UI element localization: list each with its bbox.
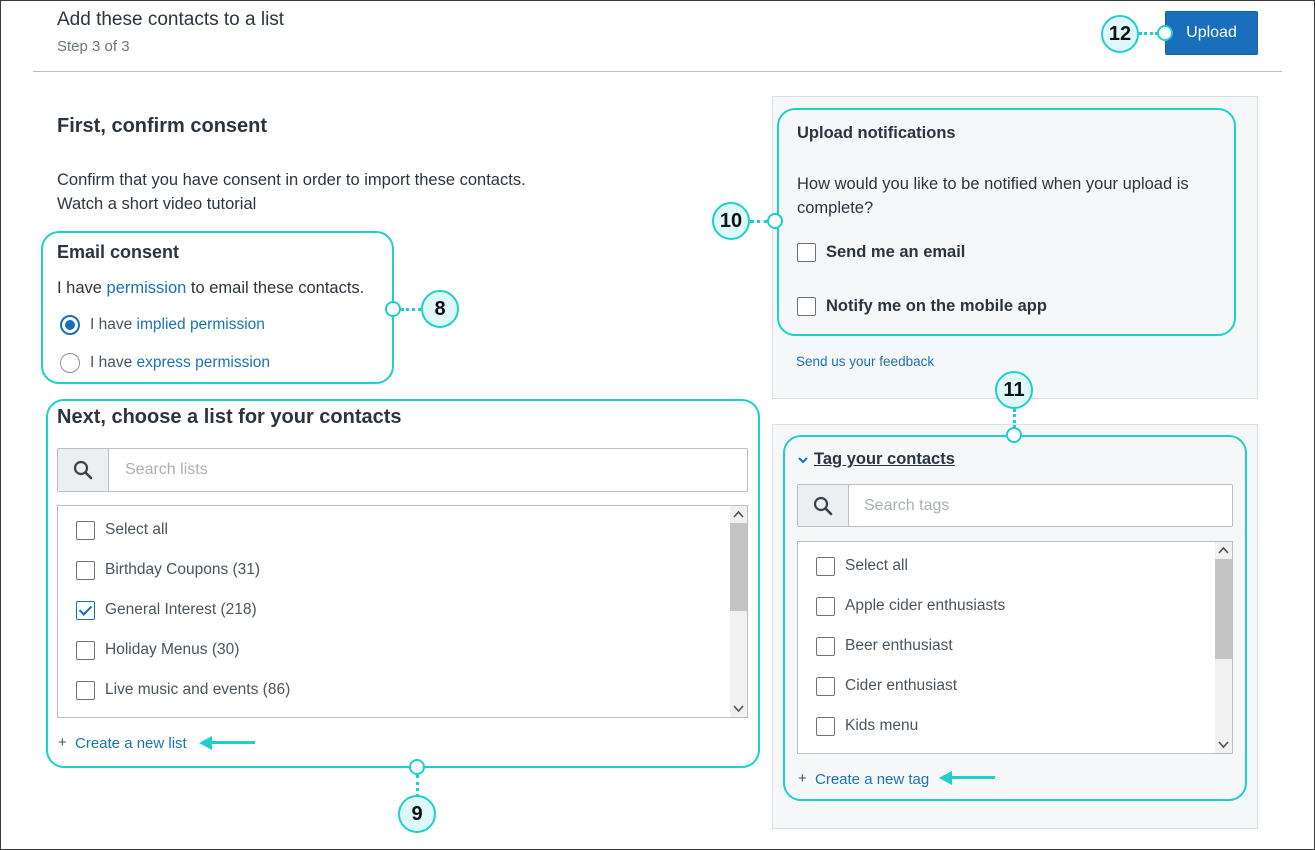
list-item: Beer enthusiast (845, 637, 953, 654)
callout-connector (1013, 409, 1016, 428)
callout-dot (385, 301, 401, 317)
list-checkbox-live-music[interactable] (76, 681, 95, 700)
list-search-input[interactable]: Search lists (125, 461, 208, 478)
callout-connector (750, 220, 768, 223)
create-list-link[interactable]: Create a new list (75, 735, 187, 752)
tag-checkbox-kids-menu[interactable] (816, 717, 835, 736)
tag-options (797, 541, 1233, 754)
feedback-link[interactable]: Send us your feedback (796, 354, 935, 369)
list-item: General Interest (218) (105, 601, 257, 618)
callout-connector (1139, 32, 1158, 35)
tag-search-button[interactable] (798, 485, 849, 526)
list-item: Apple cider enthusiasts (845, 597, 1006, 614)
tag-scrollbar[interactable] (1215, 542, 1232, 753)
list-item: Select all (845, 557, 908, 574)
option-prefix: I have (90, 316, 137, 333)
video-tutorial-link[interactable]: Watch a short video tutorial (57, 195, 257, 213)
permission-link[interactable]: permission (106, 279, 187, 297)
callout-dot (1157, 25, 1173, 41)
callout-dot (767, 213, 783, 229)
email-consent-heading: Email consent (57, 242, 180, 262)
notifications-question: How would you like to be notified when your upload is complete? (797, 175, 1189, 217)
express-permission-radio[interactable] (60, 353, 80, 373)
tag-search-bar (797, 484, 1233, 527)
header-divider (33, 71, 1282, 72)
list-scrollbar[interactable] (730, 506, 747, 717)
step-indicator: Step 3 of 3 (57, 38, 130, 55)
express-permission-label (90, 354, 270, 372)
list-item: Live music and events (86) (105, 681, 291, 698)
tag-contacts-toggle[interactable]: Tag your contacts (814, 450, 955, 468)
list-scroll-thumb[interactable] (730, 523, 747, 611)
scroll-up-icon[interactable] (730, 506, 747, 523)
scroll-up-icon[interactable] (1215, 542, 1232, 559)
scroll-down-icon[interactable] (1215, 736, 1232, 753)
callout-11: 11 (995, 371, 1033, 409)
plus-icon: + (58, 734, 67, 751)
tag-checkbox-cider[interactable] (816, 677, 835, 696)
implied-permission-label (90, 316, 265, 334)
list-item: Birthday Coupons (31) (105, 561, 261, 578)
permission-statement (57, 279, 364, 298)
tag-checkbox-beer[interactable] (816, 637, 835, 656)
list-checkbox-general-interest[interactable] (76, 601, 95, 620)
tag-checkbox-select-all[interactable] (816, 557, 835, 576)
consent-heading: First, confirm consent (57, 115, 268, 137)
list-checkbox-select-all[interactable] (76, 521, 95, 540)
list-search-bar (57, 448, 748, 492)
implied-permission-radio[interactable] (60, 315, 80, 335)
list-checkbox-holiday-menus[interactable] (76, 641, 95, 660)
scroll-down-icon[interactable] (730, 700, 747, 717)
permission-suffix: to email these contacts. (186, 279, 365, 297)
plus-icon: + (798, 770, 807, 787)
list-item: Select all (105, 521, 168, 538)
callout-9: 9 (398, 795, 436, 833)
mobile-notify-checkbox[interactable] (797, 297, 816, 316)
callout-dot (1006, 427, 1022, 443)
list-checkbox-birthday-coupons[interactable] (76, 561, 95, 580)
express-permission-link[interactable]: express permission (136, 354, 271, 371)
create-tag-link[interactable]: Create a new tag (815, 771, 930, 788)
callout-10: 10 (712, 202, 750, 240)
callout-12: 12 (1101, 15, 1139, 53)
email-notify-label: Send me an email (826, 243, 966, 261)
page-title: Add these contacts to a list (57, 9, 285, 30)
consent-intro: Confirm that you have consent in order to import these contacts. (57, 171, 526, 189)
tag-search-input[interactable]: Search tags (864, 497, 950, 514)
option-prefix: I have (90, 354, 137, 371)
list-search-button[interactable] (58, 449, 109, 491)
callout-connector (401, 308, 421, 311)
callout-connector (416, 775, 419, 797)
callout-dot (409, 759, 425, 775)
permission-prefix: I have (57, 279, 107, 297)
arrow-shaft (210, 741, 255, 744)
list-item: Kids menu (845, 717, 919, 734)
callout-8: 8 (421, 290, 459, 328)
implied-permission-link[interactable]: implied permission (136, 316, 265, 333)
list-heading: Next, choose a list for your contacts (57, 406, 402, 428)
list-options (57, 505, 748, 718)
mobile-notify-label: Notify me on the mobile app (826, 297, 1047, 315)
search-icon (73, 460, 93, 480)
chevron-down-icon[interactable] (797, 454, 809, 466)
email-notify-checkbox[interactable] (797, 243, 816, 262)
tag-checkbox-apple-cider[interactable] (816, 597, 835, 616)
upload-button[interactable]: Upload (1165, 11, 1258, 55)
search-icon (813, 496, 833, 516)
notifications-heading: Upload notifications (797, 124, 956, 142)
tag-scroll-thumb[interactable] (1215, 559, 1232, 659)
arrow-shaft (950, 776, 995, 779)
list-item: Holiday Menus (30) (105, 641, 240, 658)
list-item: Cider enthusiast (845, 677, 958, 694)
